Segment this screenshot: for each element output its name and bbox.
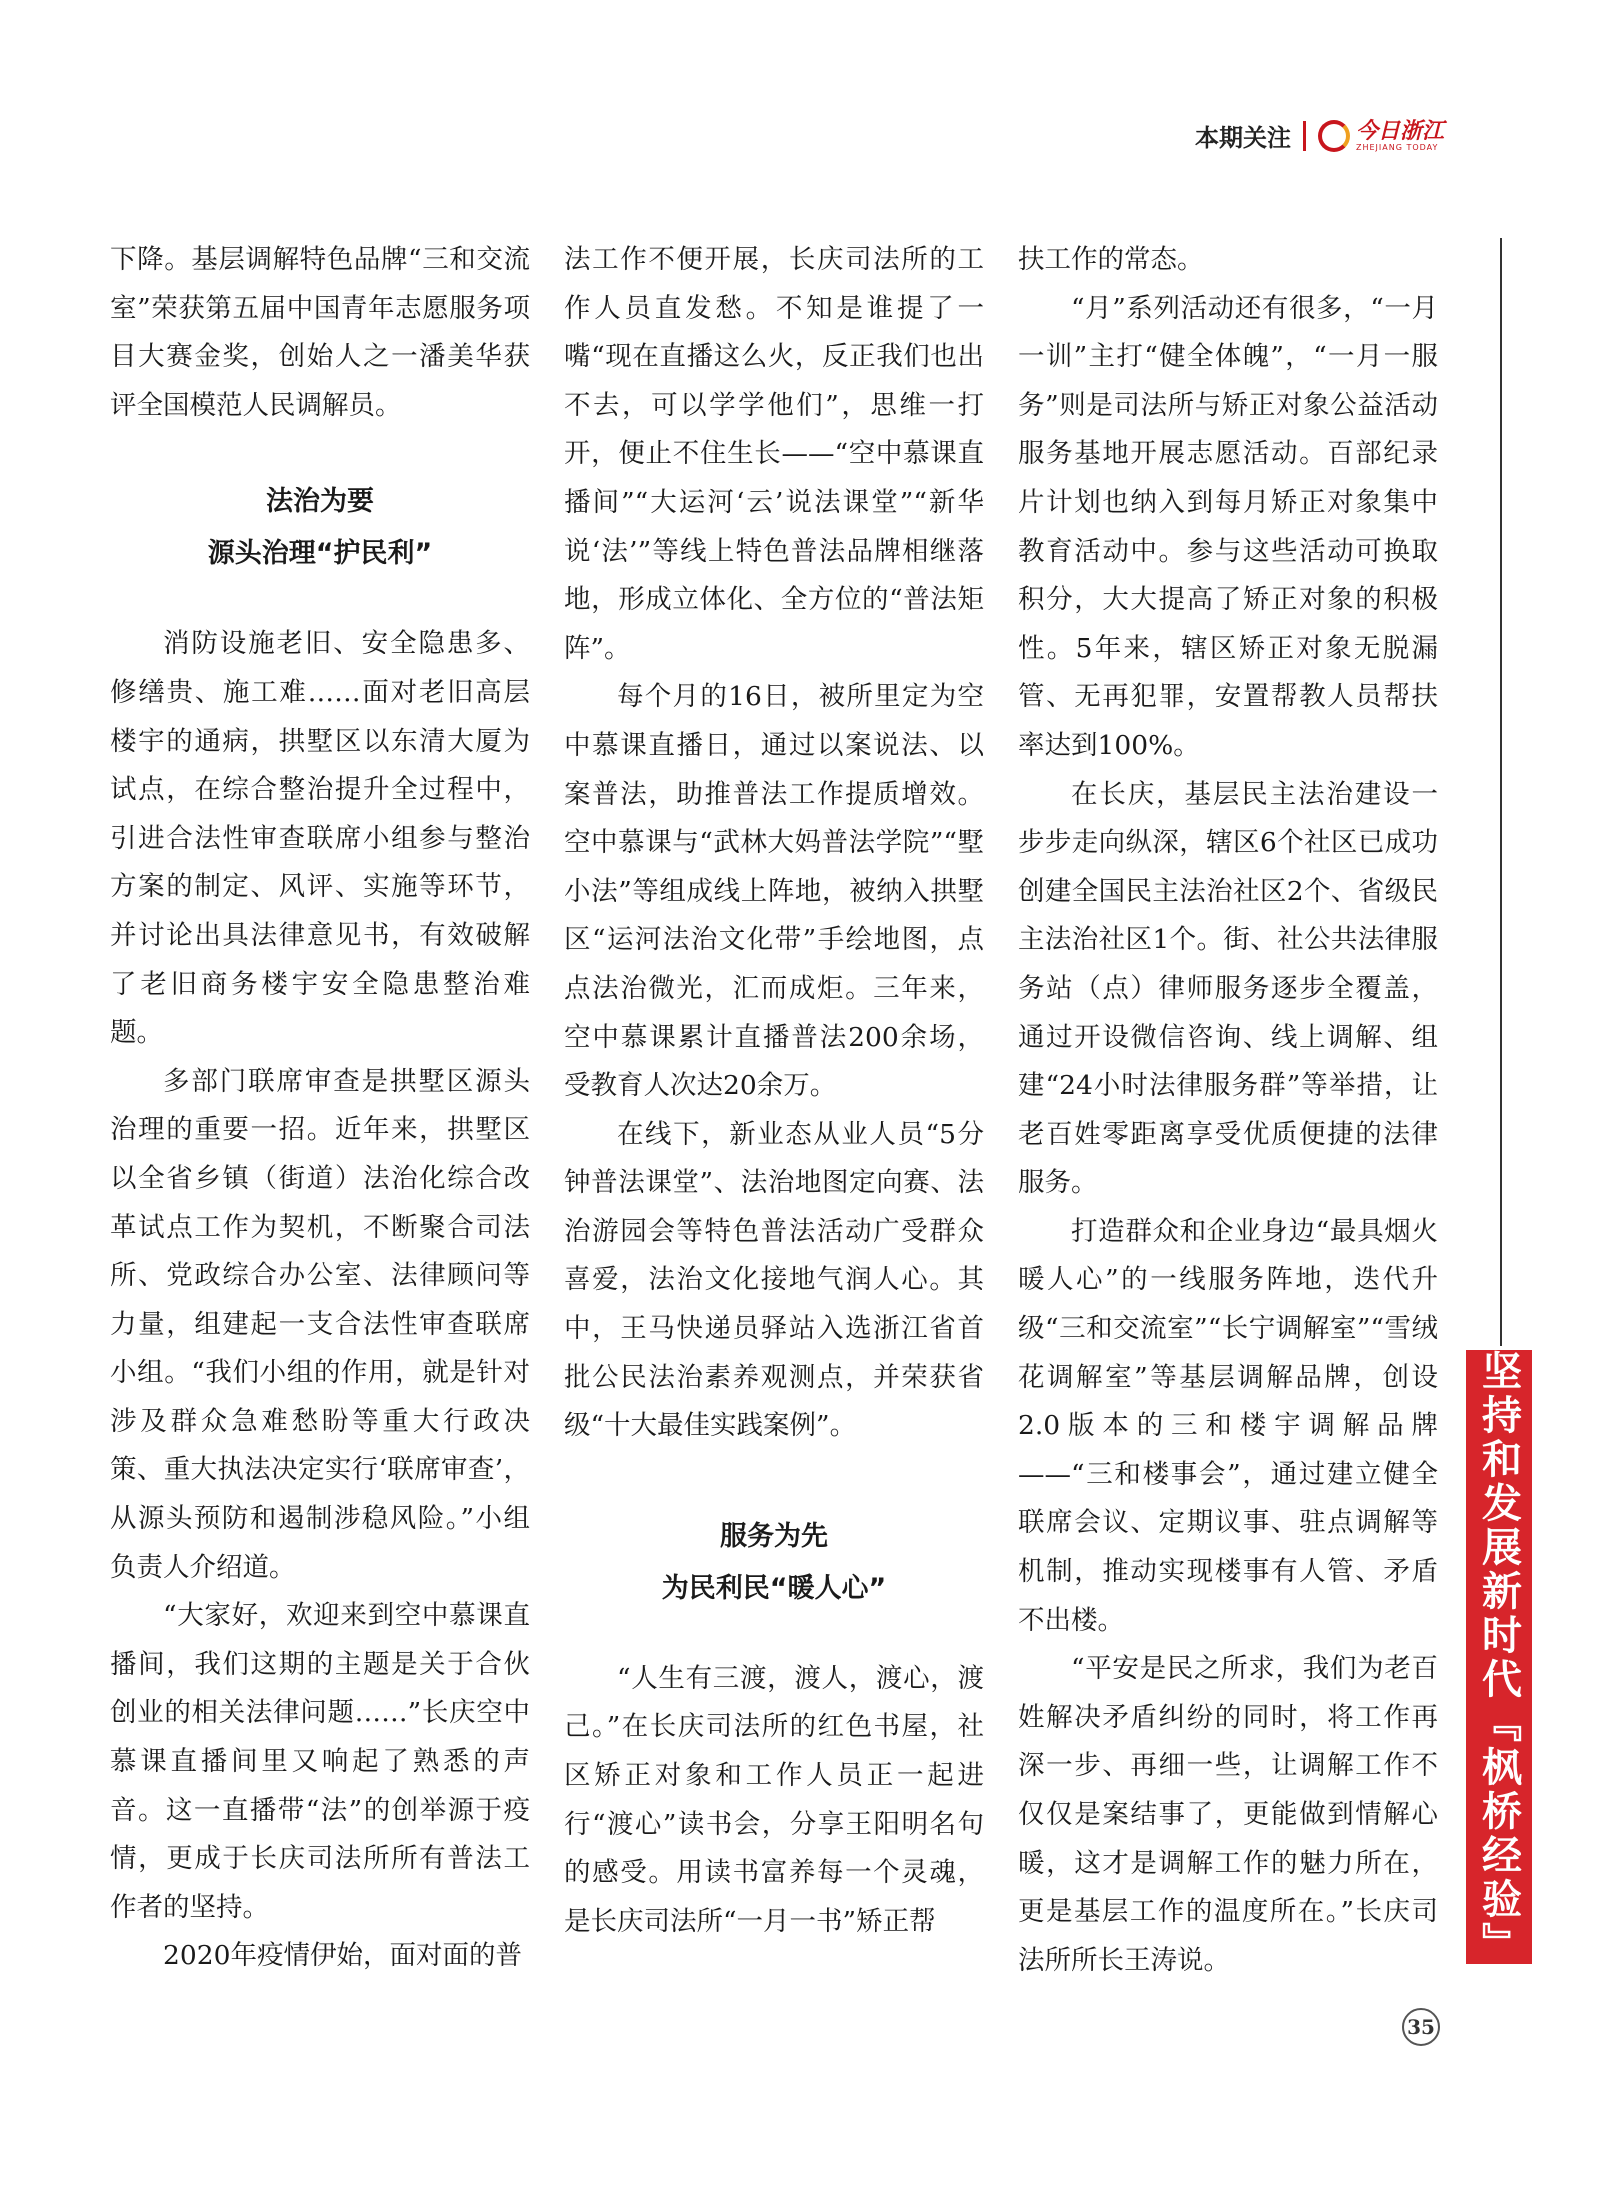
paragraph: 多部门联席审查是拱墅区源头治理的重要一招。近年来，拱墅区以全省乡镇（街道）法治化综合改革试点工作为契机，不断聚合司法所、党政综合办公室、法律顾问等力量，组建起一支合法性审查联席小组。“我们小组的作用，就是针对涉及群众急难愁盼等重大行政决策、重大执法决定实行‘联席审查’，从源头预防和遏制涉稳风险。”小组负责人介绍道。 (110, 1065, 530, 1583)
article-column-3 (1018, 236, 1438, 1985)
article-column-1 (110, 236, 530, 1981)
paragraph: 扶工作的常态。 (1018, 244, 1204, 275)
paragraph: “月”系列活动还有很多，“一月一训”主打“健全体魄”，“一月一服务”则是司法所与矫正对象公益活动服务基地开展志愿活动。百部纪录片计划也纳入到每月矫正对象集中教育活动中。参与这些活动可换取积分，大大提高了矫正对象的积极性。5年来，辖区矫正对象无脱漏管、无再犯罪，安置帮教人员帮扶率达到100%。 (1018, 292, 1438, 761)
paragraph: 消防设施老旧、安全隐患多、修缮贵、施工难……面对老旧高层楼宇的通病，拱墅区以东清大厦为试点，在综合整治提升全过程中，引进合法性审查联席小组参与整治方案的制定、风评、实施等环节，并讨论出具法律意见书，有效破解了老旧商务楼宇安全隐患整治难题。 (110, 628, 530, 1049)
paragraph: 在线下，新业态从业人员“5分钟普法课堂”、法治地图定向赛、法治游园会等特色普法活动广受群众喜爱，法治文化接地气润人心。其中，王马快递员驿站入选浙江省首批公民法治素养观测点，并荣获省级“十大最佳实践案例”。 (564, 1118, 984, 1442)
section-label: 本期关注 (1194, 124, 1291, 152)
paragraph: 2020年疫情伊始，面对面的普 (163, 1940, 522, 1972)
paragraph: 打造群众和企业身边“最具烟火暖人心”的一线服务阵地，迭代升级“三和交流室”“长宁调解室”“雪绒花调解室”等基层调解品牌，创设2.0版本的三和楼宇调解品牌——“三和楼事会”，通过建立健全联席会议、定期议事、驻点调解等机制，推动实现楼事有人管、矛盾不出楼。 (1018, 1215, 1438, 1636)
section-heading-line2: 为民利民“暖人心” (661, 1572, 887, 1604)
paragraph: “大家好，欢迎来到空中慕课直播间，我们这期的主题是关于合伙创业的相关法律问题……”长庆空中慕课直播间里又响起了熟悉的声音。这一直播带“法”的创举源于疫情，更成于长庆司法所所有普法工作者的坚持。 (110, 1600, 530, 1923)
section-heading-line2: 源头治理“护民利” (207, 538, 433, 570)
section-heading-line1: 法治为要 (266, 486, 374, 518)
paragraph: 下降。基层调解特色品牌“三和交流室”荣获第五届中国青年志愿服务项目大赛金奖，创始人之一潘美华获评全国模范人民调解员。 (110, 244, 530, 421)
paragraph: “人生有三渡，渡人，渡心，渡己。”在长庆司法所的红色书屋，社区矫正对象和工作人员正一起进行“渡心”读书会，分享王阳明名句的感受。用读书富养每一个灵魂，是长庆司法所“一月一书”矫正帮 (564, 1662, 984, 1937)
logo-chinese-text: 今日浙江 (1355, 117, 1444, 144)
logo-english-text: ZHEJIANG TODAY (1355, 142, 1439, 152)
paragraph: 法工作不便开展，长庆司法所的工作人员直发愁。不知是谁提了一嘴“现在直播这么火，反正我们也出不去，可以学学他们”，思维一打开，便止不住生长——“空中慕课直播间”“大运河‘云’说法课堂”“新华说‘法’”等线上特色普法品牌相继落地，形成立体化、全方位的“普法矩阵”。 (564, 244, 984, 664)
paragraph: 在长庆，基层民主法治建设一步步走向纵深，辖区6个社区已成功创建全国民主法治社区2个、省级民主法治社区1个。街、社公共法律服务站（点）律师服务逐步全覆盖，通过开设微信咨询、线上调解、组建“24小时法律服务群”等举措，让老百姓零距离享受优质便捷的法律服务。 (1018, 778, 1438, 1199)
magazine-logo (1318, 117, 1444, 152)
margin-rule (1500, 238, 1502, 1346)
paragraph: “平安是民之所求，我们为老百姓解决矛盾纠纷的同时，将工作再深一步、再细一些，让调解工作不仅仅是案结事了，更能做到情解心暖，这才是调解工作的魅力所在，更是基层工作的温度所在。”长庆司法所所长王涛说。 (1018, 1653, 1438, 1976)
section-heading (564, 1511, 984, 1615)
header-divider (1303, 121, 1306, 151)
paragraph: 每个月的16日，被所里定为空中慕课直播日，通过以案说法、以案普法，助推普法工作提质增效。空中慕课与“武林大妈普法学院”“墅小法”等组成线上阵地，被纳入拱墅区“运河法治文化带”手绘地图，点点法治微光，汇而成炬。三年来，空中慕课累计直播普法200余场，受教育人次达20余万。 (564, 681, 984, 1102)
page-number: 35 (1402, 2008, 1440, 2046)
article-column-2 (564, 236, 984, 1946)
logo-mark-icon (1318, 120, 1350, 152)
section-heading (110, 476, 530, 580)
side-banner-text: 坚持和发展新时代『枫桥经验』 (1475, 1350, 1523, 1966)
section-heading-line1: 服务为先 (720, 1520, 828, 1552)
side-banner (1466, 1350, 1532, 1964)
page-header (1195, 118, 1444, 153)
